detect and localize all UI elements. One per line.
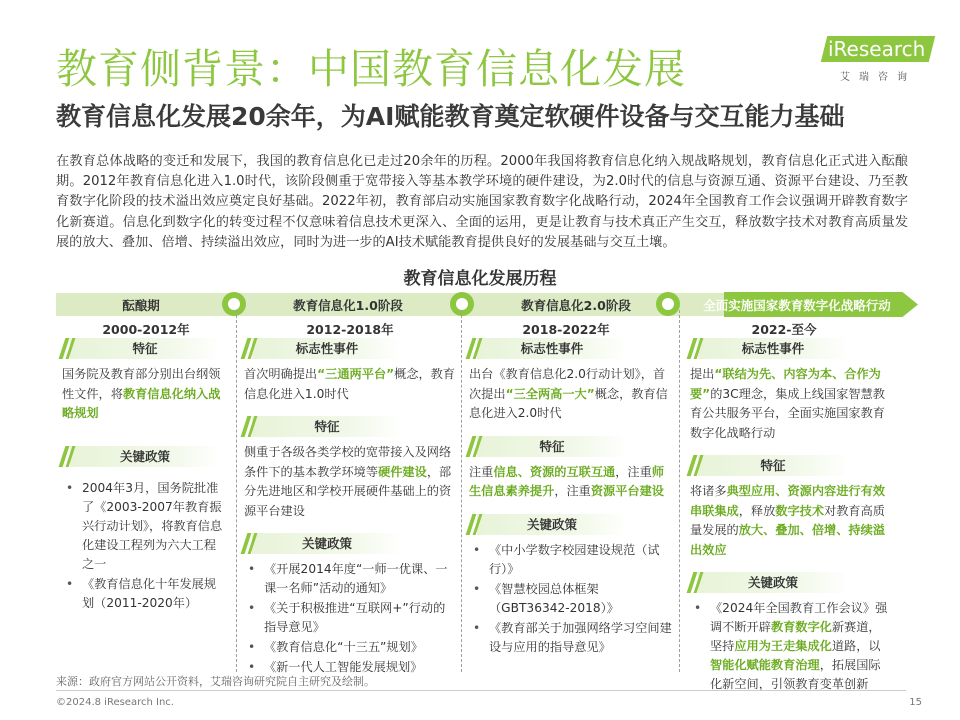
stage-dot-3 xyxy=(450,292,474,316)
stage-label-1: 酝酿期 xyxy=(122,298,160,313)
page-subtitle: 教育信息化发展20余年，为AI赋能教育奠定软硬件设备与交互能力基础 xyxy=(56,102,845,131)
policy-item: • 《2024年全国教育工作会议》强调不断开辟教育数字化新赛道，坚持应用为王走集成化道路，以智能化赋能教育治理，拓展国际化新空间，引领教育变革创新 xyxy=(690,599,890,694)
event-text: 首次明确提出“三通两平台”概念，教育信息化进入1.0时代 xyxy=(244,367,456,401)
timeline-bar xyxy=(56,291,918,319)
tag-feature: 特征 xyxy=(70,338,220,359)
column-divider xyxy=(236,310,237,672)
tag-policy: 关键政策 xyxy=(70,446,220,467)
column-divider xyxy=(461,310,462,672)
stage-period-1: 2000-2012年 xyxy=(102,322,190,337)
section-title: 教育信息化发展历程 xyxy=(403,269,557,289)
policy-list xyxy=(244,560,456,677)
policy-item: • 《中小学数字校园建设规范（试行）》 xyxy=(469,541,673,579)
tag-policy: 关键政策 xyxy=(477,514,627,535)
policy-item: • 《开展2014年度“一师一优课、一课一名师”活动的通知》 xyxy=(244,560,456,598)
stage-period-4: 2022-至今 xyxy=(751,322,817,337)
policy-item: • 《新一代人工智能发展规划》 xyxy=(244,658,456,677)
stage-column-1 xyxy=(62,338,228,621)
tag-feature: 特征 xyxy=(698,455,848,476)
page-number: 15 xyxy=(909,697,922,708)
policy-list xyxy=(690,599,890,694)
policy-list xyxy=(62,479,228,613)
stage-label-2: 教育信息化1.0阶段 xyxy=(293,298,403,313)
iresearch-logo xyxy=(822,30,942,86)
policy-item: • 《关于积极推进“互联网+”行动的指导意见》 xyxy=(244,599,456,637)
stage-column-4 xyxy=(690,338,890,702)
stage-column-2 xyxy=(244,338,456,685)
policy-item: • 2004年3月，国务院批准了《2003-2007年教育振兴行动计划》，将教育信息化建设工程列为六大工程之一 xyxy=(62,479,228,574)
stage-period-2: 2012-2018年 xyxy=(306,322,394,337)
page-title: 教育侧背景：中国教育信息化发展 xyxy=(56,45,686,93)
logo-name: iResearch xyxy=(828,37,926,61)
tag-policy: 关键政策 xyxy=(698,572,848,593)
event-text: 出台《教育信息化2.0行动计划》，首次提出“三全两高一大”概念，教育信息化进入2.0时代 xyxy=(469,367,668,420)
policy-item: • 《教育信息化十年发展规划（2011-2020年） xyxy=(62,575,228,613)
tag-policy: 关键政策 xyxy=(252,533,402,554)
feature-text: 国务院及教育部分别出台纲领性文件，将教育信息化纳入战略规划 xyxy=(62,367,221,420)
column-divider xyxy=(679,310,680,672)
logo-subtitle: 艾瑞咨询 xyxy=(840,72,916,83)
stage-label-4: 全面实施国家教育数字化战略行动 xyxy=(703,298,891,313)
source-note: 来源：政府官方网站公开资料，艾瑞咨询研究院自主研究及绘制。 xyxy=(56,675,375,688)
stage-column-3 xyxy=(469,338,673,665)
stage-period-3: 2018-2022年 xyxy=(522,322,610,337)
feature-text: 注重信息、资源的互联互通，注重师生信息素养提升，注重资源平台建设 xyxy=(469,464,664,498)
tag-feature: 特征 xyxy=(477,436,627,457)
stage-dot-4 xyxy=(656,292,680,316)
tag-event: 标志性事件 xyxy=(477,338,627,359)
event-text: 提出“联结为先、内容为本、合作为要”的3C理念，集成上线国家智慧教育公共服务平台，全面实施国家教育数字化战略行动 xyxy=(690,367,885,440)
tag-feature: 特征 xyxy=(252,416,402,437)
stage-label-3: 教育信息化2.0阶段 xyxy=(521,298,631,313)
policy-item: • 《智慧校园总体框架（GBT36342-2018）》 xyxy=(469,580,673,618)
feature-text: 侧重于各级各类学校的宽带接入及网络条件下的基本教学环境等硬件建设，部分先进地区和学校开展硬件基础上的资源平台建设 xyxy=(244,445,452,518)
copyright: ©2024.8 iResearch Inc. xyxy=(56,697,174,708)
policy-item: • 《教育部关于加强网络学习空间建设与应用的指导意见》 xyxy=(469,619,673,657)
stage-dot-2 xyxy=(222,292,246,316)
tag-event: 标志性事件 xyxy=(252,338,402,359)
policy-item: • 《教育信息化“十三五”规划》 xyxy=(244,638,456,657)
tag-event: 标志性事件 xyxy=(698,338,848,359)
intro-paragraph: 在教育总体战略的变迁和发展下，我国的教育信息化已走过20余年的历程。2000年我国将教育信息化纳入规战略规划，教育信息化正式进入酝酿期。2012年教育信息化进入1.0时代，该阶段侧重于宽带接入等基本教学环境的硬件建设，为2.0时代的信息与资源互通、资源平台建设、乃至教育数字化阶段的技术溢出效应奠定良好基础。2022年初，教育部启动实施国家教育数字化战略行动，2024年全国教育工作会议强调开辟教育数字化新赛道。信息化到数字化的转变过程不仅意味着信息技术更深入、全面的运用，更是让教育与技术真正产生交互，释放数字技术对教育高质量发展的放大、叠加、倍增、持续溢出效应，同时为进一步的AI技术赋能教育提供良好的发展基础与交互土壤。 xyxy=(56,154,908,250)
footer-divider xyxy=(56,690,906,691)
policy-list xyxy=(469,541,673,657)
feature-text: 将诸多典型应用、资源内容进行有效串联集成，释放数字技术对教育高质量发展的放大、叠加、倍增、持续溢出效应 xyxy=(690,484,885,557)
